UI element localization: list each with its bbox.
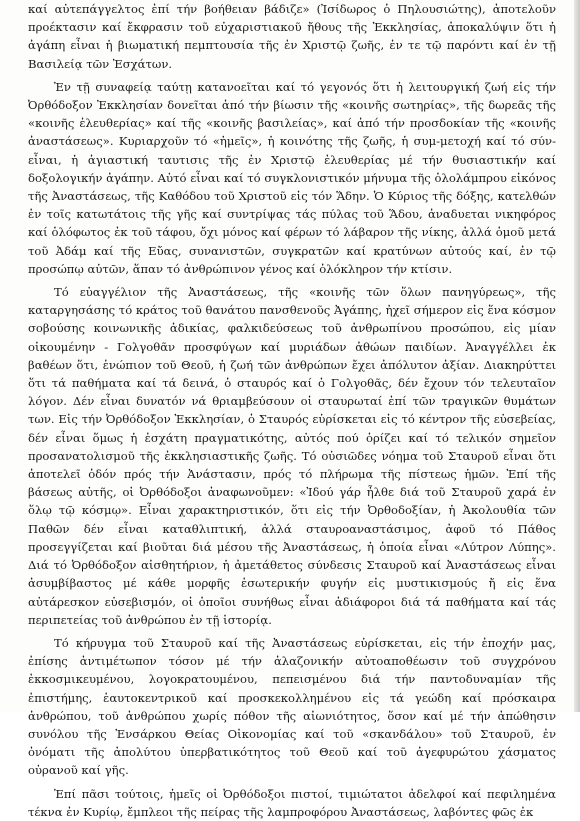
body-text [28,0,556,821]
paragraph-5: Ἐπί πᾶσι τούτοις, ἡμεῖς οἱ Ὀρθόδοξοι πιστοί, τιμιώτατοι ἀδελφοί καί πεφιλημένα τέκνα ἐν Κυρίῳ, ἔμπλεοι τῆς πείρας τῆς λαμπροφόρου Ἀναστάσεως, λαβόντες φῶς ἐκ [28,786,556,819]
page-edge-shadow [574,0,580,712]
paragraph-1: καί αὐτεπάγγελτος ἐπί τήν βοήθειαν βάδιζε» (Ἰσίδωρος ὁ Πηλουσιώτης), ἀποτελοῦν προέκτασιν καί ἔκφρασιν τοῦ εὐχαριστιακοῦ ἤθους τῆς Ἐκκλησίας, ἀποκαλύψιν ὅτι ἡ ἀγάπη εἶναι ἡ βιωματική πεμπτουσία τῆς ἐν Χριστῷ ζωῆς, ἐν τε τῷ παρόντι καί ἐν τῇ Βασιλείᾳ τῶν Ἐσχάτων. [28,2,556,71]
paragraph-2: Ἐν τῇ συναφείᾳ ταύτῃ κατανοεῖται καί τό γεγονός ὅτι ἡ λειτουργική ζωή εἰς τήν Ὀρθόδοξον Ἐκκλησίαν δονεῖται ἀπό τήν βίωσιν τῆς «κοινῆς σωτηρίας», τῆς δωρεᾶς τῆς «κοινῆς ἐλευθερίας» καί τῆς «κοινῆς βασιλείας», καί ἀπό τήν προσδοκίαν τῆς «κοινῆς ἀναστάσεως». Κυριαρχοῦν τό «ἡμεῖς», ἡ κοινότης τῆς ζωῆς, ἡ συμ-μετοχή καί τό σύν-εἶναι, ἡ ἁγιαστική ταυτισις τῆς ἐν Χριστῷ ἐλευθερίας μέ τήν θυσιαστικήν καί δοξολογικήν ἀγάπην. Αὐτό εἶναι καί τό συγκλονιστικόν μήνυμα τῆς ὁλολάμπρου εἰκόνος τῆς Ἀναστάσεως, τῆς Καθόδου τοῦ Χριστοῦ εἰς τόν Ἅδην. Ὁ Κύριος τῆς δόξης, κατελθών ἐν τοῖς κατωτάτοις τῆς γῆς καί συντρίψας τάς πύλας τοῦ Ἅδου, ἀναδυεται νικηφόρος καί ὁλόφωτος ἐκ τοῦ τάφου, ὄχι μόνος καί φέρων τό λάβαρον τῆς νίκης, ἀλλά ὁμοῦ μετά τοῦ Ἀδάμ καί τῆς Εὔας, συνανιστῶν, συγκρατῶν καί κρατύνων αὐτούς καί, ἐν τῷ προσώπῳ αὐτῶν, ἅπαν τό ἀνθρώπινον γένος καί ὁλόκληρον τήν κτίσιν. [28,79,556,276]
paragraph-4: Τό κήρυγμα τοῦ Σταυροῦ καί τῆς Ἀναστάσεως εὑρίσκεται, εἰς τήν ἐποχήν μας, ἐπίσης ἀντιμέτωπον τόσον μέ τήν ἀλαζονικήν αὐτοαποθέωσιν τοῦ συγχρόνου ἐκκοσμικευμένου, λογοκρατουμένου, πεπεισμένου διά τήν παντοδυναμίαν τῆς ἐπιστήμης, ἑαυτοκεντρικοῦ καί προσκεκολλημένου εἰς τά γεώδη καί πρόσκαιρα ἀνθρώπου, τοῦ ἀνθρώπου χωρίς πόθον τῆς αἰωνιότητος, ὅσον καί μέ τήν ἀπώθησιν συνόλου τῆς Ἐνσάρκου Θείας Οἰκονομίας καί τοῦ «σκανδάλου» τοῦ Σταυροῦ, ἐν ὀνόματι τῆς ἀπολύτου ὑπερβατικότητος τοῦ Θεοῦ καί τοῦ ἀγεφυρώτου χάσματος οὐρανοῦ καί γῆς. [28,635,556,778]
paragraph-3: Τό εὐαγγέλιον τῆς Ἀναστάσεως, τῆς «κοινῆς τῶν ὅλων πανηγύρεως», τῆς καταργησάσης τό κράτος τοῦ θανάτου πανσθενοῦς Ἀγάπης, ἠχεῖ σήμερον εἰς ἕνα κόσμον σοβούσης κοινωνικῆς ἀδικίας, φαλκιδεύσεως τοῦ ἀνθρωπίνου προσώπου, εἰς μίαν οἰκουμένην - Γολγοθᾶν προσφύγων καί μυριάδων ἀθώων παιδίων. Ἀναγγέλλει ἐκ βαθέων ὅτι, ἑνώπιον τοῦ Θεοῦ, ἡ ζωή τῶν ἀνθρώπων ἔχει ἀπόλυτον ἀξίαν. Διακηρύττει ὅτι τά παθήματα καί τά δεινά, ὁ σταυρός καί ὁ Γολγοθᾶς, δέν ἔχουν τόν τελευταῖον λόγον. Δέν εἶναι δυνατόν νά θριαμβεύσουν οἱ σταυρωταί ἐπί τῶν τραγικῶν θυμάτων των. Εἰς τήν Ὀρθόδοξον Ἐκκλησίαν, ὁ Σταυρός εὑρίσκεται εἰς τό κέντρον τῆς εὐσεβείας, δέν εἶναι ὅμως ἡ ἐσχάτη πραγματικότης, αὐτός πού ὁρίζει καί τό τελικόν σημεῖον προσανατολισμοῦ τῆς ἐκκλησιαστικῆς ζωῆς. Τό οὐσιῶδες νόημα τοῦ Σταυροῦ εἶναι ὅτι ἀποτελεῖ ὁδόν πρός τήν Ἀνάστασιν, πρός τό πλήρωμα τῆς πίστεως ἡμῶν. Ἐπί τῆς βάσεως αὐτῆς, οἱ Ὀρθόδοξοι ἀναφωνοῦμεν: «Ἰδού γάρ ἦλθε διά τοῦ Σταυροῦ χαρά ἐν ὅλῳ τῷ κόσμῳ». Εἶναι χαρακτηριστικόν, ὅτι εἰς τήν Ὀρθοδοξίαν, ἡ Ἀκολουθία τῶν Παθῶν δέν εἶναι καταθλιπτική, ἀλλά σταυροαναστάσιμος, ἀφοῦ τό Πάθος προσεγγίζεται καί βιοῦται διά μέσου τῆς Ἀναστάσεως, ἡ ὁποία εἶναι «Λύτρον Λύπης». Διά τό Ὀρθόδοξον αἰσθητήριον, ἡ ἀμετάθετος σύνδεσις Σταυροῦ καί Ἀναστάσεως εἶναι ἀσυμβίβαστος μέ κάθε μορφῆς ἐσωτερικήν φυγήν εἰς μυστικισμούς ἤ εἰς ἕνα αὐτάρεσκον εὐσεβισμόν, οἱ ὁποῖοι συνήθως εἶναι ἀδιάφοροι διά τά παθήματα καί τάς περιπετείας τοῦ ἀνθρώπου ἐν τῇ ἱστορίᾳ. [28,285,556,627]
